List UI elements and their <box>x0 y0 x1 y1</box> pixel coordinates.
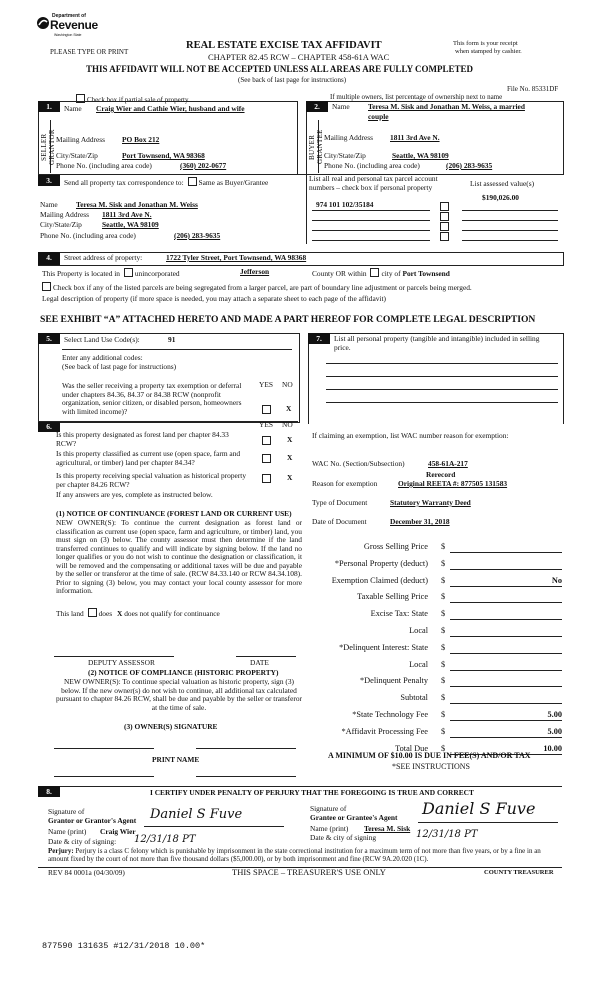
exemption-reason[interactable]: Original REETA #: 877505 131583 <box>398 479 508 488</box>
exemption-question: Was the seller receiving a property tax exemption or deferral under chapters 84.36, 84.37 or 84.38 RCW (nonprofit organization, senior citizen, or disabled person, homeowners with limited income)? <box>62 381 242 416</box>
cashier-stamp: 877590 131635 #12/31/2018 10.00* <box>42 941 206 951</box>
personal-property-checkbox-1[interactable] <box>440 202 449 211</box>
forest-no-mark[interactable]: X <box>287 435 293 444</box>
street-address[interactable]: 1722 Tyler Street, Port Townsend, WA 98368 <box>166 253 307 262</box>
send-correspondence-label: Send all property tax correspondence to: <box>64 178 184 187</box>
county-name[interactable]: Jefferson <box>240 267 270 276</box>
forest-yes-checkbox[interactable] <box>262 436 271 445</box>
exemption-yes-checkbox[interactable] <box>262 405 271 414</box>
current-use-no-mark[interactable]: X <box>287 453 293 462</box>
please-type: PLEASE TYPE OR PRINT <box>50 48 129 56</box>
fee-dollar-sign: $ <box>441 660 446 669</box>
grantor-date-label: Date & city of signing: <box>48 837 117 846</box>
notice-compliance-title: (2) NOTICE OF COMPLIANCE (HISTORIC PROPERTY) <box>88 668 279 677</box>
same-as-buyer-checkbox[interactable] <box>188 177 197 186</box>
corr-mailing-label: Mailing Address <box>40 210 90 219</box>
buyer-city[interactable]: Seattle, WA 98109 <box>392 151 449 160</box>
file-number: File No. 85331DF <box>507 85 559 93</box>
fee-underline <box>450 686 562 687</box>
fee-dollar-sign: $ <box>441 559 446 568</box>
unincorporated-checkbox[interactable] <box>124 268 133 277</box>
fee-value[interactable]: 5.00 <box>547 727 562 736</box>
parcel-heading-2: numbers – check box if personal property <box>309 183 433 192</box>
buyer-phone-label: Phone No. (including area code) <box>324 161 420 170</box>
parcel-heading-1: List all real and personal tax parcel account <box>309 174 438 183</box>
fee-label: Excise Tax: State <box>370 609 428 618</box>
buyer-mailing[interactable]: 1811 3rd Ave N. <box>390 133 440 142</box>
fee-underline <box>450 586 562 587</box>
s6-no-header: NO <box>282 420 293 429</box>
grantee-sig-label-2: Grantee or Grantee's Agent <box>310 813 398 822</box>
same-as-buyer-label: Same as Buyer/Grantee <box>198 178 269 187</box>
grantor-sig-label-2: Grantor or Grantor's Agent <box>48 816 137 825</box>
reason-label: Reason for exemption <box>312 479 378 488</box>
fee-value[interactable]: 5.00 <box>547 710 562 719</box>
qualify-row <box>56 608 220 619</box>
section-8-number: 8. <box>38 786 60 797</box>
corr-city-label: City/State/Zip <box>40 220 82 229</box>
doc-date[interactable]: December 31, 2018 <box>390 517 450 526</box>
personal-property-label: List all personal property (tangible and intangible) included in selling price. <box>334 334 540 352</box>
fee-underline <box>450 602 562 603</box>
fee-label: Local <box>409 660 428 669</box>
exemption-heading: If claiming an exemption, list WAC number reason for exemption: <box>312 431 509 440</box>
fee-label: Exemption Claimed (deduct) <box>331 576 428 585</box>
fee-dollar-sign: $ <box>441 643 446 652</box>
minimum-notice-2: *SEE INSTRUCTIONS <box>392 762 471 771</box>
corr-name-label: Name <box>40 200 58 209</box>
perjury-text: Perjury is a class C felony which is punishable by imprisonment in the state correctional institution for a maximum term of not more than five years, or by a fine in an amount fixed by the court of not more than five thousand dollars ($5,000.00), or by both imprisonment and fine (RCW 9A.20.020 (1C). <box>48 847 541 864</box>
notice-continuance-body: NEW OWNER(S): To continue the current designation as forest land or classification as current use (open space, farm and agriculture, or timber) land, you must sign on (3) below. The county assessor must then determine if the land transferred continues to qualify and will indicate by signing below. If the land no longer qualifies or you do not wish to continue the designation or classification, it will be removed and the compensating or additional taxes will be due and payable by the seller or transferor at the time of sale. (RCW 84.33.140 or RCW 84.34.108). Prior to signing (3) below, you may contact your local county assessor for more information. <box>56 518 302 596</box>
grantor-name[interactable]: Craig Wier <box>100 827 136 836</box>
assessed-heading: List assessed value(s) <box>470 179 535 188</box>
assessed-value[interactable]: $190,026.00 <box>482 193 519 202</box>
section-5-number: 5. <box>38 333 60 344</box>
fee-label: *Delinquent Interest: State <box>339 643 428 652</box>
fee-dollar-sign: $ <box>441 676 446 685</box>
fee-dollar-sign: $ <box>441 609 446 618</box>
historic-question: Is this property receiving special valuation as historical property per chapter 84.26 RCW? <box>56 471 247 489</box>
fee-value[interactable]: 10.00 <box>543 744 562 753</box>
grantee-sig-label-1: Signature of <box>310 804 347 813</box>
historic-no-mark[interactable]: X <box>287 473 293 482</box>
seller-name-label: Name <box>64 104 82 113</box>
logo-revenue: Revenue <box>50 18 98 32</box>
fee-underline <box>450 737 562 738</box>
form-revision: REV 84 0001a (04/30/09) <box>48 868 125 877</box>
seller-city-label: City/State/Zip <box>56 151 98 160</box>
fee-dollar-sign: $ <box>441 626 446 635</box>
fee-underline <box>450 619 562 620</box>
grantee-name-label: Name (print) <box>310 824 349 833</box>
buyer-name-2[interactable]: couple <box>368 112 389 121</box>
segregation-checkbox[interactable] <box>42 282 51 291</box>
deputy-assessor-label: DEPUTY ASSESSOR <box>88 658 155 667</box>
property-city[interactable]: Port Townsend <box>402 269 450 278</box>
fee-label: *Delinquent Penalty <box>360 676 428 685</box>
fee-underline <box>450 636 562 637</box>
buyer-name-label: Name <box>332 102 350 111</box>
current-use-question: Is this property classified as current use (open space, farm and agricultural, or timber) land per chapter 84.34? <box>56 449 241 467</box>
seller-phone-label: Phone No. (including area code) <box>56 161 152 170</box>
grantor-sig-label-1: Signature of <box>48 807 85 816</box>
send-correspondence <box>64 177 268 188</box>
fee-dollar-sign: $ <box>441 744 446 753</box>
buyer-mailing-label: Mailing Address <box>324 133 374 142</box>
located-label: This Property is located in <box>42 269 120 278</box>
perjury-notice <box>48 847 560 864</box>
fee-dollar-sign: $ <box>441 576 446 585</box>
personal-property-checkbox-3[interactable] <box>440 222 449 231</box>
fee-dollar-sign: $ <box>441 693 446 702</box>
fee-label: *Personal Property (deduct) <box>334 559 428 568</box>
corr-phone[interactable]: (206) 283-9635 <box>174 231 221 240</box>
this-land-label: This land <box>56 609 84 618</box>
grantor-date[interactable]: 12/31/18 PT <box>134 834 196 845</box>
land-use-label: Select Land Use Code(s): <box>64 335 140 344</box>
s5-yes-header: YES <box>259 380 273 389</box>
doc-date-label: Date of Document <box>312 517 367 526</box>
wac-label: WAC No. (Section/Subsection) <box>312 459 405 468</box>
logo-department: Department of <box>52 13 86 19</box>
form-warning: THIS AFFIDAVIT WILL NOT BE ACCEPTED UNLESS ALL AREAS ARE FULLY COMPLETED <box>86 64 474 74</box>
personal-property-checkbox-2[interactable] <box>440 212 449 221</box>
certify-statement: I CERTIFY UNDER PENALTY OF PERJURY THAT THE FOREGOING IS TRUE AND CORRECT <box>150 788 474 797</box>
city-checkbox[interactable] <box>370 268 379 277</box>
fee-label: Subtotal <box>400 693 428 702</box>
deputy-date-label: DATE <box>250 658 269 667</box>
fee-label: *Affidavit Processing Fee <box>341 727 428 736</box>
fee-label: Local <box>409 626 428 635</box>
s5-no-header: NO <box>282 380 293 389</box>
treasurer-space: THIS SPACE – TREASURER'S USE ONLY <box>232 867 386 877</box>
current-use-yes-checkbox[interactable] <box>262 454 271 463</box>
buyer-side-label: BUYER GRANTEE <box>308 129 325 165</box>
legal-description-label: Legal description of property (if more space is needed, you may attach a separate sheet to each page of the affidavit) <box>42 294 386 303</box>
grantee-date-label: Date & city of signing <box>310 833 377 842</box>
fee-label: Taxable Selling Price <box>357 592 428 601</box>
additional-codes-1: Enter any additional codes: <box>62 353 143 362</box>
fee-dollar-sign: $ <box>441 542 446 551</box>
wac-number[interactable]: 458-61A-217 <box>428 459 468 468</box>
section-1-number: 1. <box>38 101 60 112</box>
seller-mailing-label: Mailing Address <box>56 135 106 144</box>
does-label: does <box>98 609 113 618</box>
dor-logo <box>36 14 98 40</box>
perjury-label: Perjury: <box>48 847 74 855</box>
fee-underline <box>450 670 562 671</box>
doc-type[interactable]: Statutory Warranty Deed <box>390 498 471 507</box>
buyer-phone[interactable]: (206) 283-9635 <box>446 161 493 170</box>
exhibit-a-statement: SEE EXHIBIT “A” ATTACHED HERETO AND MADE A PART HEREOF FOR COMPLETE LEGAL DESCRIPTION <box>40 314 536 325</box>
fee-label: *State Technology Fee <box>352 710 428 719</box>
grantee-name[interactable]: Teresa M. Sisk <box>364 824 411 833</box>
fee-underline <box>450 552 562 553</box>
grantor-signature[interactable]: Daniel S Fuve <box>150 807 243 822</box>
grantor-name-label: Name (print) <box>48 827 87 836</box>
historic-yes-checkbox[interactable] <box>262 474 271 483</box>
section-6-number: 6. <box>38 421 60 432</box>
fee-underline <box>450 720 562 721</box>
located-row <box>42 268 180 279</box>
personal-property-checkbox-4[interactable] <box>440 232 449 241</box>
section-3-number: 3. <box>38 175 60 186</box>
does-not-label: does not qualify for continuance <box>124 609 220 618</box>
corr-mailing[interactable]: 1811 3rd Ave N. <box>102 210 152 219</box>
section-4-number: 4. <box>38 252 60 265</box>
street-label: Street address of property: <box>64 253 143 262</box>
does-checkbox[interactable] <box>88 608 97 617</box>
form-title: REAL ESTATE EXCISE TAX AFFIDAVIT <box>186 40 382 51</box>
segregation-row <box>42 282 472 293</box>
fee-label: Total Due <box>395 744 428 753</box>
fee-underline <box>450 653 562 654</box>
does-not-mark[interactable]: X <box>117 609 123 618</box>
notice-compliance-body: NEW OWNER(S): To continue special valuation as historic property, sign (3) below. If the new owner(s) do not wish to continue, all additional tax calculated pursuant to chapter 84.26 RCW, shall be due and payable by the seller or transferor at the time of sale. <box>56 677 303 712</box>
fee-dollar-sign: $ <box>441 710 446 719</box>
section-2-number: 2. <box>306 101 328 112</box>
fee-underline <box>450 569 562 570</box>
buyer-name-1[interactable]: Teresa M. Sisk and Jonathan M. Weiss, a married <box>368 102 525 111</box>
owners-signature-label: (3) OWNER(S) SIGNATURE <box>124 722 218 731</box>
city-of-label: city of <box>381 269 401 278</box>
doc-type-label: Type of Document <box>312 498 368 507</box>
partial-sale-label: Check box if partial sale of property <box>87 96 189 104</box>
seller-city[interactable]: Port Townsend, WA 98368 <box>122 151 205 160</box>
forest-land-question: Is this property designated as forest land per chapter 84.33 RCW? <box>56 430 229 448</box>
receipt-note-2: when stamped by cashier. <box>455 48 522 55</box>
seller-mailing[interactable]: PO Box 212 <box>122 135 160 144</box>
corr-phone-label: Phone No. (including area code) <box>40 231 136 240</box>
additional-codes-2: (See back of last page for instructions) <box>62 362 177 371</box>
s6-yes-header: YES <box>259 420 273 429</box>
seller-side-label: SELLER GRANTOR <box>40 129 57 165</box>
print-name-label: PRINT NAME <box>152 755 200 764</box>
fee-label: Gross Selling Price <box>363 542 428 551</box>
fee-dollar-sign: $ <box>441 727 446 736</box>
county-or-label: County OR within <box>312 269 367 278</box>
grantee-signature[interactable]: Daniel S Fuve <box>422 799 536 818</box>
fee-value[interactable]: No <box>551 576 562 585</box>
buyer-city-label: City/State/Zip <box>324 151 366 160</box>
minimum-notice-1: A MINIMUM OF $10.00 IS DUE IN FEE(S) AND/OR TAX <box>328 751 531 760</box>
seller-name[interactable]: Craig Wier and Cathie Wier, husband and wife <box>96 104 245 113</box>
corr-city[interactable]: Seattle, WA 98109 <box>102 220 159 229</box>
logo-state: Washington State <box>54 33 82 37</box>
answers-yes-note: If any answers are yes, complete as instructed below. <box>56 490 213 499</box>
seller-phone[interactable]: (360) 202-0677 <box>180 161 227 170</box>
receipt-note-1: This form is your receipt <box>453 40 518 47</box>
corr-name[interactable]: Teresa M. Sisk and Jonathan M. Weiss <box>76 200 198 209</box>
parcel-number[interactable]: 974 101 102/35184 <box>316 200 374 209</box>
fee-underline <box>450 703 562 704</box>
exemption-no-mark[interactable]: X <box>286 404 292 413</box>
form-chapter: CHAPTER 82.45 RCW – CHAPTER 458-61A WAC <box>208 52 390 62</box>
unincorporated-label: unincorporated <box>134 269 180 278</box>
revenue-logo-icon <box>36 16 50 30</box>
section-7-number: 7. <box>308 333 330 344</box>
land-use-code[interactable]: 91 <box>168 335 176 344</box>
county-or-row <box>312 268 450 279</box>
notice-continuance-title: (1) NOTICE OF CONTINUANCE (FOREST LAND OR CURRENT USE) <box>56 509 292 518</box>
segregation-label: Check box if any of the listed parcels are being segregated from a larger parcel, are part of boundary line adjustment or parcels being merged. <box>53 283 472 292</box>
see-back: (See back of last page for instructions) <box>238 76 347 84</box>
fee-dollar-sign: $ <box>441 592 446 601</box>
rerecord-label: Rerecord <box>426 470 456 479</box>
county-treasurer: COUNTY TREASURER <box>484 869 554 876</box>
multiple-owners-note: If multiple owners, list percentage of ownership next to name <box>330 93 503 101</box>
grantee-date[interactable]: 12/31/18 PT <box>416 829 478 840</box>
